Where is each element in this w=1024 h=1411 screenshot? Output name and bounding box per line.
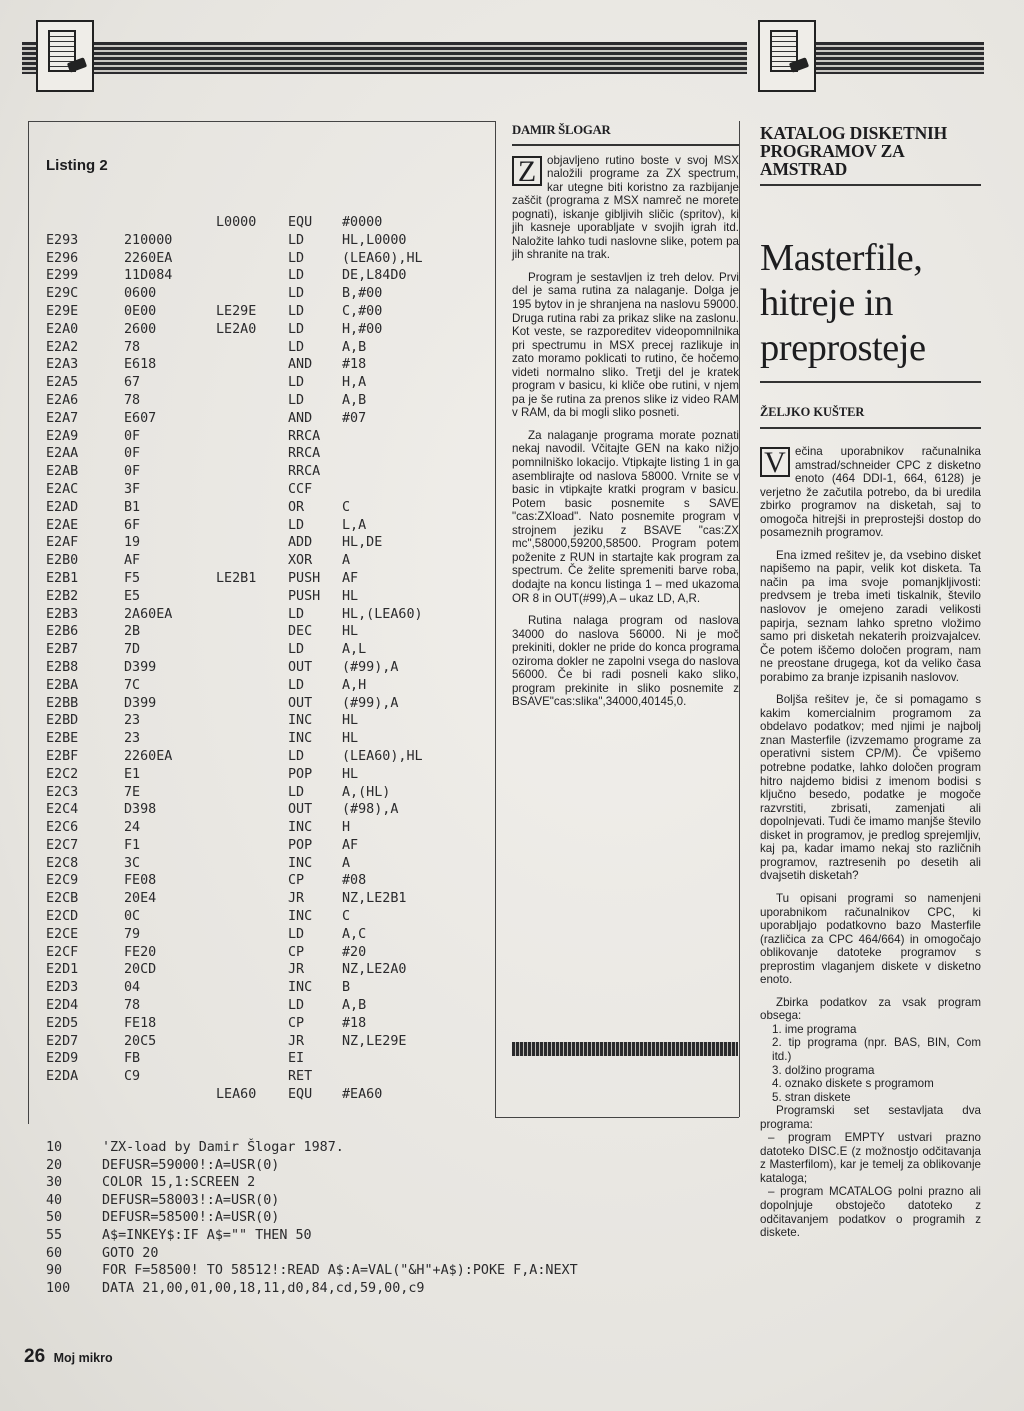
asm-bytes: 7C — [124, 677, 141, 693]
decorative-bar — [512, 1042, 738, 1056]
asm-operand: A,C — [342, 926, 367, 942]
asm-opcode: LD — [288, 998, 305, 1014]
asm-address: E296 — [46, 250, 79, 266]
asm-address: E299 — [46, 268, 79, 284]
asm-opcode: DEC — [288, 624, 313, 640]
drop-cap: V — [760, 447, 790, 477]
asm-bytes: 24 — [124, 820, 141, 836]
asm-operand: #0000 — [342, 215, 383, 230]
asm-operand: NZ,LE29E — [342, 1033, 407, 1049]
asm-opcode: LD — [288, 926, 305, 942]
asm-operand: (#98),A — [342, 802, 399, 818]
article-paragraph: Z objavljeno rutino boste v svoj MSX naložili programe za ZX spectrum, kar utegne biti koristno za razbijanje zaščit (programa z MSX namreč ne morete pognati), iskanje gibljivih sličic (spritov), ki jih kasneje uporabljate v svojih igrah itd. Naložite lahko tudi naslovne slike, potem pa jih shranite na trak. — [512, 153, 739, 262]
page-number: 26 — [24, 1346, 46, 1367]
asm-operand: A — [342, 553, 351, 569]
article-byline: DAMIR ŠLOGAR — [512, 124, 739, 146]
zx-load-article — [512, 124, 739, 718]
asm-opcode: EQU — [288, 215, 313, 230]
basic-code: 'ZX-load by Damir Šlogar 1987. — [102, 1140, 344, 1155]
basic-code: FOR F=58500! TO 58512!:READ A$:A=VAL("&H"+A$):POKE F,A:NEXT — [102, 1263, 578, 1279]
asm-opcode: LD — [288, 232, 305, 248]
asm-opcode: INC — [288, 713, 313, 729]
basic-line-number: 40 — [46, 1192, 63, 1208]
asm-bytes: 3C — [124, 855, 141, 871]
asm-opcode: PUSH — [288, 588, 321, 604]
article-paragraph: V ečina uporabnikov računalnika amstrad/schneider CPC z disketno enoto (464 DDI-1, 664, 6128) je verjetno že začutila potrebo, da bi uredila zbirko programov na disketah, saj to omogoča hitrejši in preprostejši dostop do posameznih programov. — [760, 445, 981, 540]
article-paragraph: Boljša rešitev je, če si pomagamo s kakim komercialnim programom za obdelavo podatkov; med njimi je najbolj znan Masterfile (izvzemamo programe za operativni sistem CP/M). Če vpišemo potrebne podatke, lahko določen program hitro najdemo bidisi z imenom bodisi s ključno besedo, podatke je mogoče razvrstiti, zbrisati, zamenjati ali dopolnjevati. Tudi če imamo manjše število disket in programov, je predlog sprejemljiv, kaj pa, kadar imamo nekaj sto različnih programov, raztresenih po desetih ali dvajsetih disketah? — [760, 693, 981, 883]
asm-address: E2BB — [46, 695, 79, 711]
asm-opcode: LD — [288, 642, 305, 658]
asm-opcode: RRCA — [288, 428, 321, 444]
asm-bytes: 04 — [124, 980, 141, 996]
asm-operand: HL,L0000 — [342, 232, 407, 248]
basic-line-number: 90 — [46, 1263, 63, 1279]
article-byline: ŽELJKO KUŠTER — [760, 405, 981, 429]
article-paragraph: Ena izmed rešitev je, da vsebino disket napišemo na papir, velik kot disketa. Ta način pa ima svoje pomanjkljivosti: predvsem je treba imeti tiskalnik, število naslovov je omejeno zaradi velikosti papirja, seznam lahko spretno vložimo samo pri disketah nekaterih proizvajalcev. Če potem iščemo določen program, nam ne preostane drugega, kot da veliko časa porabimo za branje izpisanih naslovov. — [760, 548, 981, 684]
drop-cap: Z — [512, 156, 542, 186]
asm-address: E2A9 — [46, 428, 79, 444]
asm-opcode: PUSH — [288, 570, 321, 586]
article-headline: Masterfile, hitreje in preprosteje — [760, 236, 981, 383]
asm-address: E2B8 — [46, 659, 79, 675]
asm-address: E2CE — [46, 926, 79, 942]
asm-address: E2DA — [46, 1069, 79, 1085]
asm-bytes: 2260EA — [124, 748, 173, 764]
asm-opcode: INC — [288, 820, 313, 836]
asm-opcode: EQU — [288, 1087, 313, 1103]
list-item: 5. stran diskete — [772, 1090, 851, 1104]
article-paragraph: – program EMPTY ustvari prazno datoteko DISC.E (z možnostjo odčitavanja z Masterfilom), kar je temelj za oblikovanje kataloga; — [760, 1131, 981, 1185]
asm-opcode: LD — [288, 392, 305, 408]
basic-code: DEFUSR=59000!:A=USR(0) — [102, 1157, 280, 1173]
article-paragraph: Rutina nalaga program od naslova 34000 do naslova 56000. Ni je moč prekiniti, dokler ne pride do konca programa oziroma dokler ne zapolni vsega do naslova 56000. Če bi radi posneli kako sliko, program prekinite in sliko posnemite z BSAVE"cas:slika",34000,40145,0. — [512, 614, 739, 709]
asm-address: E2B2 — [46, 588, 79, 604]
frame-divider — [495, 121, 496, 1117]
header-bar-right — [758, 20, 984, 100]
article-paragraph: – program MCATALOG polni prazno ali dopolnjuje obstoječo datoteko z odčitavanjem podatkov o programih z diskete. — [760, 1185, 981, 1240]
asm-opcode: INC — [288, 855, 313, 871]
asm-operand: NZ,LE2A0 — [342, 962, 407, 978]
frame-divider — [739, 121, 740, 1117]
asm-bytes: 3F — [124, 481, 141, 497]
asm-bytes: C9 — [124, 1069, 141, 1085]
asm-operand: HL — [342, 713, 359, 729]
asm-opcode: INC — [288, 909, 313, 925]
asm-opcode: OUT — [288, 659, 313, 675]
asm-bytes: D399 — [124, 695, 157, 711]
asm-label: LE2B1 — [216, 570, 257, 586]
asm-operand: HL — [342, 624, 359, 640]
header-stripes — [22, 42, 747, 74]
asm-opcode: RRCA — [288, 446, 321, 462]
asm-bytes: 0C — [124, 909, 141, 925]
magazine-name: Moj mikro — [53, 1351, 113, 1365]
asm-address: E2C4 — [46, 802, 79, 818]
asm-operand: B,#00 — [342, 286, 383, 302]
asm-opcode: OUT — [288, 695, 313, 711]
asm-address: E2CB — [46, 891, 79, 907]
asm-address: E2D9 — [46, 1051, 79, 1067]
asm-bytes: D399 — [124, 659, 157, 675]
asm-operand: A,B — [342, 339, 367, 355]
asm-operand: #18 — [342, 1015, 367, 1031]
asm-bytes: 79 — [124, 926, 141, 942]
asm-operand: A,(HL) — [342, 784, 391, 800]
listing-title: Listing 2 — [46, 157, 108, 174]
asm-address: E2AE — [46, 517, 79, 533]
asm-address: E2C2 — [46, 766, 79, 782]
basic-code: DATA 21,00,01,00,18,11,d0,84,cd,59,00,c9 — [102, 1280, 425, 1296]
asm-operand: HL — [342, 731, 359, 747]
asm-operand: H — [342, 820, 351, 836]
asm-bytes: F1 — [124, 837, 141, 853]
asm-bytes: D398 — [124, 802, 157, 818]
basic-code: GOTO 20 — [102, 1245, 159, 1261]
asm-bytes: 0E00 — [124, 303, 157, 319]
basic-line-number: 100 — [46, 1280, 71, 1296]
asm-opcode: POP — [288, 837, 313, 853]
asm-bytes: 0600 — [124, 286, 157, 302]
asm-address: E2A3 — [46, 357, 79, 373]
listing-frame — [28, 121, 496, 1124]
basic-line-number: 50 — [46, 1210, 63, 1226]
asm-bytes: 78 — [124, 998, 141, 1014]
asm-bytes: 210000 — [124, 232, 173, 248]
asm-operand: (LEA60),HL — [342, 250, 423, 266]
asm-opcode: INC — [288, 731, 313, 747]
asm-operand: AF — [342, 837, 359, 853]
asm-address: E2CF — [46, 944, 79, 960]
section-kicker: KATALOG DISKETNIH PROGRAMOV ZA AMSTRAD — [760, 124, 981, 186]
asm-opcode: POP — [288, 766, 313, 782]
asm-address: E2AF — [46, 535, 79, 551]
asm-opcode: LD — [288, 268, 305, 284]
basic-code: DEFUSR=58003!:A=USR(0) — [102, 1192, 280, 1208]
asm-bytes: 7D — [124, 642, 141, 658]
basic-line-number: 30 — [46, 1175, 63, 1191]
list-item: 4. oznako diskete s programom — [772, 1077, 934, 1091]
asm-opcode: OUT — [288, 802, 313, 818]
asm-label: LE29E — [216, 303, 257, 319]
asm-address: E2A5 — [46, 375, 79, 391]
asm-operand: #07 — [342, 410, 367, 426]
asm-address: E2A0 — [46, 321, 79, 337]
asm-address: E293 — [46, 232, 79, 248]
asm-opcode: OR — [288, 499, 305, 515]
asm-opcode: AND — [288, 357, 313, 373]
asm-operand: #20 — [342, 944, 367, 960]
asm-bytes: 2260EA — [124, 250, 173, 266]
asm-address: E2B6 — [46, 624, 79, 640]
asm-bytes: 11D084 — [124, 268, 173, 284]
asm-bytes: 23 — [124, 731, 141, 747]
asm-opcode: JR — [288, 962, 305, 978]
asm-opcode: CP — [288, 944, 305, 960]
asm-bytes: FE20 — [124, 944, 157, 960]
asm-operand: C,#00 — [342, 303, 383, 319]
asm-opcode: RRCA — [288, 464, 321, 480]
asm-bytes: 20C5 — [124, 1033, 157, 1049]
asm-operand: A — [342, 855, 351, 871]
asm-opcode: LD — [288, 286, 305, 302]
asm-address: E2D1 — [46, 962, 79, 978]
header-bar-left — [22, 20, 747, 100]
asm-address: E2A7 — [46, 410, 79, 426]
asm-address: E2BD — [46, 713, 79, 729]
asm-address: E2C7 — [46, 837, 79, 853]
asm-opcode: CP — [288, 1015, 305, 1031]
asm-opcode: EI — [288, 1051, 305, 1067]
basic-line-number: 10 — [46, 1140, 63, 1155]
asm-address: E2C8 — [46, 855, 79, 871]
list-item: 1. ime programa — [772, 1022, 857, 1036]
asm-bytes: 2B — [124, 624, 141, 640]
asm-bytes: E1 — [124, 766, 141, 782]
basic-code: COLOR 15,1:SCREEN 2 — [102, 1175, 256, 1191]
article-paragraph: Za nalaganje programa morate poznati nekaj navodil. Včitajte GEN na kako nižjo pomnilniško lokacijo. Vtipkajte listing 1 in ga asemblirajte od naslova 58000. Vrnite se v basic in vtipkajte kratki program v basicu. Potem basic posnemite s SAVE "cas:ZXload". Nato posnemite program v strojnem jeziku z BSAVE "cas:ZX mc",58000,59200,58500. Program potem poženite z RUN in startajte kak program za spectrum. Če želite spremeniti barve roba, dodajte na koncu listinga 1 – med ukazoma OR 8 in OUT(#99),A – ukaz LD, A,R. — [512, 428, 739, 605]
asm-bytes: E618 — [124, 357, 157, 373]
asm-bytes: E5 — [124, 588, 141, 604]
asm-operand: DE,L84D0 — [342, 268, 407, 284]
document-pen-icon — [758, 20, 816, 92]
asm-operand: A,B — [342, 392, 367, 408]
asm-bytes: 2A60EA — [124, 606, 173, 622]
asm-opcode: XOR — [288, 553, 313, 569]
asm-address: E2D4 — [46, 998, 79, 1014]
basic-line-number: 60 — [46, 1245, 63, 1261]
asm-bytes: 23 — [124, 713, 141, 729]
asm-bytes: 67 — [124, 375, 141, 391]
asm-bytes: 0F — [124, 428, 141, 444]
asm-opcode: LD — [288, 748, 305, 764]
asm-opcode: LD — [288, 250, 305, 266]
asm-operand: #18 — [342, 357, 367, 373]
asm-operand: C — [342, 909, 351, 925]
asm-bytes: E607 — [124, 410, 157, 426]
asm-operand: A,H — [342, 677, 367, 693]
asm-operand: L,A — [342, 517, 367, 533]
asm-operand: A,L — [342, 642, 367, 658]
asm-label: LEA60 — [216, 1087, 257, 1103]
asm-address: E2A2 — [46, 339, 79, 355]
asm-bytes: 78 — [124, 392, 141, 408]
asm-address: E2C3 — [46, 784, 79, 800]
page-footer — [24, 1346, 113, 1368]
asm-address: E29E — [46, 303, 79, 319]
asm-opcode: RET — [288, 1069, 313, 1085]
article-paragraph: Tu opisani programi so namenjeni uporabnikom računalnikov CPC, ki uporabljajo podatkovno bazo Masterfile (različica za CPC 464/664) in omogočajo oblikovanje datoteke programov s preprostim vlaganjem diskete v disketno enoto. — [760, 891, 981, 987]
asm-operand: #08 — [342, 873, 367, 889]
asm-address: E2AD — [46, 499, 79, 515]
asm-operand: HL — [342, 588, 359, 604]
asm-opcode: AND — [288, 410, 313, 426]
asm-address: E2D7 — [46, 1033, 79, 1049]
asm-operand: (#99),A — [342, 695, 399, 711]
frame-divider — [495, 1117, 739, 1118]
asm-address: E2A6 — [46, 392, 79, 408]
asm-address: E2AC — [46, 481, 79, 497]
asm-opcode: LD — [288, 321, 305, 337]
asm-label: L0000 — [216, 215, 257, 230]
asm-opcode: CCF — [288, 481, 313, 497]
asm-bytes: FB — [124, 1051, 141, 1067]
asm-label: LE2A0 — [216, 321, 257, 337]
asm-operand: B — [342, 980, 351, 996]
article-paragraph: Zbirka podatkov za vsak program obsega: — [760, 995, 981, 1023]
asm-bytes: 20E4 — [124, 891, 157, 907]
asm-bytes: 7E — [124, 784, 141, 800]
asm-bytes: 78 — [124, 339, 141, 355]
asm-bytes: 0F — [124, 464, 141, 480]
field-list — [760, 1023, 981, 1104]
asm-address: E2D3 — [46, 980, 79, 996]
asm-operand: HL — [342, 766, 359, 782]
asm-bytes: 6F — [124, 517, 141, 533]
basic-line-number: 20 — [46, 1157, 63, 1173]
asm-address: E2B0 — [46, 553, 79, 569]
asm-address: E2C9 — [46, 873, 79, 889]
asm-opcode: LD — [288, 517, 305, 533]
asm-opcode: JR — [288, 1033, 305, 1049]
basic-code: DEFUSR=58500!:A=USR(0) — [102, 1210, 280, 1226]
asm-address: E2AA — [46, 446, 79, 462]
asm-bytes: 20CD — [124, 962, 157, 978]
asm-opcode: LD — [288, 677, 305, 693]
asm-address: E29C — [46, 286, 79, 302]
asm-operand: NZ,LE2B1 — [342, 891, 407, 907]
list-item: 2. tip programa (npr. BAS, BIN, Com itd.) — [772, 1036, 981, 1063]
asm-address: E2AB — [46, 464, 79, 480]
article-body — [760, 445, 981, 1240]
asm-bytes: F5 — [124, 570, 141, 586]
asm-operand: H,A — [342, 375, 367, 391]
list-item: 3. dolžino programa — [772, 1063, 875, 1077]
asm-bytes: 0F — [124, 446, 141, 462]
asm-opcode: LD — [288, 339, 305, 355]
asm-opcode: LD — [288, 606, 305, 622]
asm-opcode: LD — [288, 375, 305, 391]
asm-operand: HL,DE — [342, 535, 383, 551]
article-paragraph: Program je sestavljen iz treh delov. Prvi del je sama rutina za nalaganje. Dolga je 195 bytov in je shranjena na naslovu 59000. Druga rutina rabi za prikaz slike na zaslonu. Kot veste, se razporeditev videopomnilnika pri spectrumu in MSX precej razlikuje in zato moramo poklicati to rutino, če hočemo videti normalno sliko. Tretji del je kratek program v basicu, ki kliče obe rutini, v njem pa je še rutina za prenos slike iz video RAM v RAM, da bi mogli sliko posneti. — [512, 270, 739, 420]
asm-operand: C — [342, 499, 351, 515]
basic-line-number: 55 — [46, 1227, 63, 1243]
asm-operand: (LEA60),HL — [342, 748, 423, 764]
asm-address: E2BA — [46, 677, 79, 693]
asm-address: E2B1 — [46, 570, 79, 586]
asm-operand: A,B — [342, 998, 367, 1014]
asm-opcode: INC — [288, 980, 313, 996]
asm-operand: HL,(LEA60) — [342, 606, 423, 622]
asm-address: E2BF — [46, 748, 79, 764]
asm-opcode: JR — [288, 891, 305, 907]
asm-operand: (#99),A — [342, 659, 399, 675]
asm-address: E2B3 — [46, 606, 79, 622]
asm-bytes: FE18 — [124, 1015, 157, 1031]
asm-operand: #EA60 — [342, 1087, 383, 1103]
asm-opcode: ADD — [288, 535, 313, 551]
asm-bytes: B1 — [124, 499, 141, 515]
asm-opcode: LD — [288, 303, 305, 319]
asm-bytes: 2600 — [124, 321, 157, 337]
asm-operand: AF — [342, 570, 359, 586]
asm-bytes: FE08 — [124, 873, 157, 889]
asm-address: E2C6 — [46, 820, 79, 836]
asm-operand: H,#00 — [342, 321, 383, 337]
document-pen-icon — [36, 20, 94, 92]
basic-code: A$=INKEY$:IF A$="" THEN 50 — [102, 1227, 312, 1243]
asm-bytes: 19 — [124, 535, 141, 551]
asm-address: E2D5 — [46, 1015, 79, 1031]
asm-opcode: CP — [288, 873, 305, 889]
masterfile-article — [760, 124, 981, 1240]
asm-bytes: AF — [124, 553, 141, 569]
asm-opcode: LD — [288, 784, 305, 800]
asm-address: E2B7 — [46, 642, 79, 658]
article-paragraph: Programski set sestavljata dva programa: — [760, 1104, 981, 1131]
asm-address: E2CD — [46, 909, 79, 925]
asm-address: E2BE — [46, 731, 79, 747]
